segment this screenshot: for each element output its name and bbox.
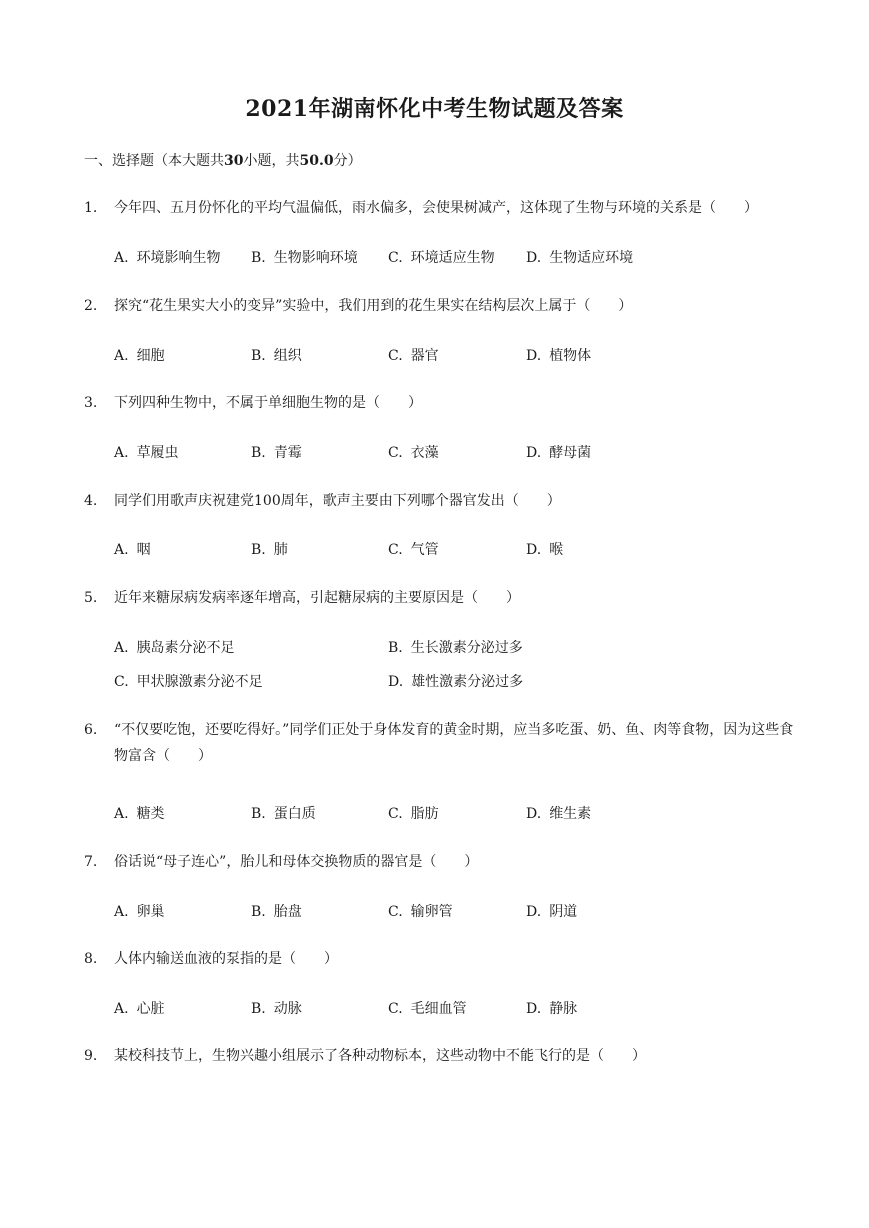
option-b[interactable]: B. 生物影响环境	[251, 250, 358, 266]
options-row	[114, 247, 814, 269]
option-d[interactable]: D. 维生素	[526, 806, 592, 822]
question-text: 人体内输送血液的泵指的是（ ）	[114, 951, 338, 967]
option-b[interactable]: B. 组织	[251, 348, 302, 364]
page-title: 2021年湖南怀化中考生物试题及答案	[245, 96, 624, 122]
option-c[interactable]: C. 输卵管	[388, 904, 453, 920]
question-text: 探究“花生果实大小的变异”实验中，我们用到的花生果实在结构层次上属于（ ）	[114, 298, 633, 314]
option-c[interactable]: C. 甲状腺激素分泌不足	[114, 674, 263, 690]
option-a[interactable]: A. 环境影响生物	[114, 250, 221, 266]
section-prefix: 一、选择题（本大题共	[84, 153, 224, 169]
option-c[interactable]: C. 毛细血管	[388, 1001, 467, 1017]
options-row	[114, 671, 814, 693]
question-1	[84, 195, 804, 221]
question-text: 同学们用歌声庆祝建党100周年，歌声主要由下列哪个器官发出（ ）	[114, 493, 561, 509]
option-a[interactable]: A. 卵巢	[114, 904, 165, 920]
option-d[interactable]: D. 植物体	[526, 348, 592, 364]
option-b[interactable]: B. 蛋白质	[251, 806, 316, 822]
option-a[interactable]: A. 咽	[114, 542, 151, 558]
question-number: 8.	[84, 951, 98, 967]
option-a[interactable]: A. 胰岛素分泌不足	[114, 640, 235, 656]
question-number: 1.	[84, 200, 98, 216]
option-b[interactable]: B. 生长激素分泌过多	[388, 640, 523, 656]
options-row	[114, 998, 814, 1020]
question-4	[84, 488, 804, 514]
option-d[interactable]: D. 喉	[526, 542, 564, 558]
question-6	[84, 717, 804, 769]
question-number: 6.	[84, 722, 98, 738]
option-b[interactable]: B. 青霉	[251, 445, 302, 461]
question-number: 7.	[84, 854, 98, 870]
option-d[interactable]: D. 雄性激素分泌过多	[388, 674, 524, 690]
question-number: 9.	[84, 1048, 98, 1064]
options-row	[114, 539, 814, 561]
question-text: “不仅要吃饱，还要吃得好。”同学们正处于身体发育的黄金时期，应当多吃蛋、奶、鱼、肉等食物，因为这些食物富含（ ）	[114, 722, 794, 764]
option-c[interactable]: C. 环境适应生物	[388, 250, 495, 266]
options-row	[114, 901, 814, 923]
option-a[interactable]: A. 心脏	[114, 1001, 165, 1017]
question-2	[84, 293, 804, 319]
section-header	[84, 150, 362, 170]
question-number: 3.	[84, 395, 98, 411]
question-3	[84, 390, 804, 416]
section-mid: 小题，共	[243, 153, 300, 169]
option-d[interactable]: D. 阴道	[526, 904, 578, 920]
option-c[interactable]: C. 器官	[388, 348, 439, 364]
option-d[interactable]: D. 生物适应环境	[526, 250, 634, 266]
option-a[interactable]: A. 细胞	[114, 348, 165, 364]
options-row	[114, 442, 814, 464]
question-text: 今年四、五月份怀化的平均气温偏低，雨水偏多，会使果树减产，这体现了生物与环境的关系是（ ）	[114, 200, 758, 216]
question-text: 某校科技节上，生物兴趣小组展示了各种动物标本，这些动物中不能飞行的是（ ）	[114, 1048, 646, 1064]
option-d[interactable]: D. 酵母菌	[526, 445, 592, 461]
question-7	[84, 849, 804, 875]
question-9	[84, 1043, 804, 1069]
question-number: 2.	[84, 298, 98, 314]
section-suffix: 分）	[333, 153, 362, 169]
option-b[interactable]: B. 胎盘	[251, 904, 302, 920]
option-a[interactable]: A. 糖类	[114, 806, 165, 822]
option-b[interactable]: B. 肺	[251, 542, 288, 558]
options-row	[114, 637, 814, 659]
option-a[interactable]: A. 草履虫	[114, 445, 179, 461]
option-b[interactable]: B. 动脉	[251, 1001, 302, 1017]
question-number: 5.	[84, 590, 98, 606]
options-row	[114, 803, 814, 825]
option-d[interactable]: D. 静脉	[526, 1001, 578, 1017]
section-score: 50.0	[299, 153, 334, 169]
question-text: 俗话说“母子连心”，胎儿和母体交换物质的器官是（ ）	[114, 854, 479, 870]
options-row	[114, 345, 814, 367]
question-text: 近年来糖尿病发病率逐年增高，引起糖尿病的主要原因是（ ）	[114, 590, 520, 606]
question-8	[84, 946, 804, 972]
question-number: 4.	[84, 493, 98, 509]
option-c[interactable]: C. 脂肪	[388, 806, 439, 822]
option-c[interactable]: C. 衣藻	[388, 445, 439, 461]
option-c[interactable]: C. 气管	[388, 542, 439, 558]
question-text: 下列四种生物中，不属于单细胞生物的是（ ）	[114, 395, 422, 411]
section-question-count: 30	[224, 153, 244, 169]
question-5	[84, 585, 804, 611]
